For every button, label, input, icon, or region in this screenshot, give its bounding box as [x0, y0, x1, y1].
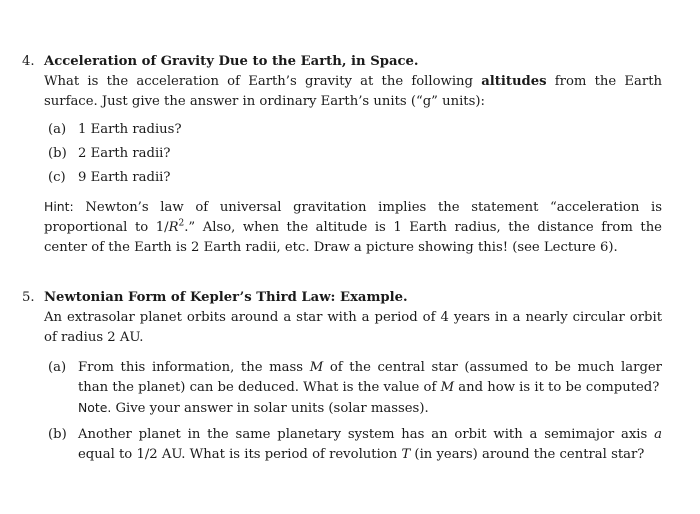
problem-4-heading: [22, 52, 662, 72]
note-label: Note.: [78, 400, 112, 415]
problem-5: [22, 288, 662, 469]
hint-paragraph: Hint: Newton’s law of universal gravitation implies the statement “acceleration is proportional to $1/R^2$.” Also, when the altitude is 1 Earth radius, the distance from the center of the Earth is 2 Earth radii, etc. Draw a picture showing this! (see Lecture 6).: [44, 199, 662, 255]
part-text: 9 Earth radii?: [78, 170, 171, 185]
problem-number: 4.: [22, 54, 35, 69]
problem-5-parts: [44, 358, 662, 465]
problem-title: Acceleration of Gravity Due to the Earth, in Space.: [44, 54, 419, 69]
problem-5-intro: An extrasolar planet orbits around a star with a period of 4 years in a nearly circular orbit of radius 2 AU.: [44, 310, 662, 345]
problem-4-parts: [44, 120, 662, 188]
part-text: Another planet in the same planetary system has an orbit with a semimajor axis a equal to 1/2 AU. What is its period of revolution T (in years) around the central star?: [78, 427, 662, 462]
part-a: [44, 120, 662, 140]
part-label: (b): [48, 146, 67, 161]
problem-title: Newtonian Form of Kepler’s Third Law: Example.: [44, 290, 408, 305]
hint-label: Hint:: [44, 199, 74, 214]
part-label: (c): [48, 170, 66, 185]
part-text: 1 Earth radius?: [78, 122, 182, 137]
problem-4-intro: What is the acceleration of Earth’s gravity at the following altitudes from the Earth surface. Just give the answer in ordinary Earth’s units (“g” units):: [44, 74, 663, 109]
part-b: [44, 425, 662, 465]
problem-5-heading: [22, 288, 662, 308]
problem-4: [22, 52, 662, 258]
part-label: (a): [48, 360, 67, 375]
part-text: 2 Earth radii?: [78, 146, 171, 161]
part-label: (a): [48, 122, 67, 137]
part-label: (b): [48, 427, 67, 442]
part-c: [44, 168, 662, 188]
part-text: From this information, the mass M of the central star (assumed to be much larger than the planet) can be deduced. What is the value of M and how is it to be computed? Note. Give your answer in solar units (solar masses).: [78, 360, 662, 416]
part-a: [44, 358, 662, 419]
part-b: [44, 144, 662, 164]
altitudes-emphasis: altitudes: [481, 74, 547, 89]
problem-number: 5.: [22, 290, 35, 305]
